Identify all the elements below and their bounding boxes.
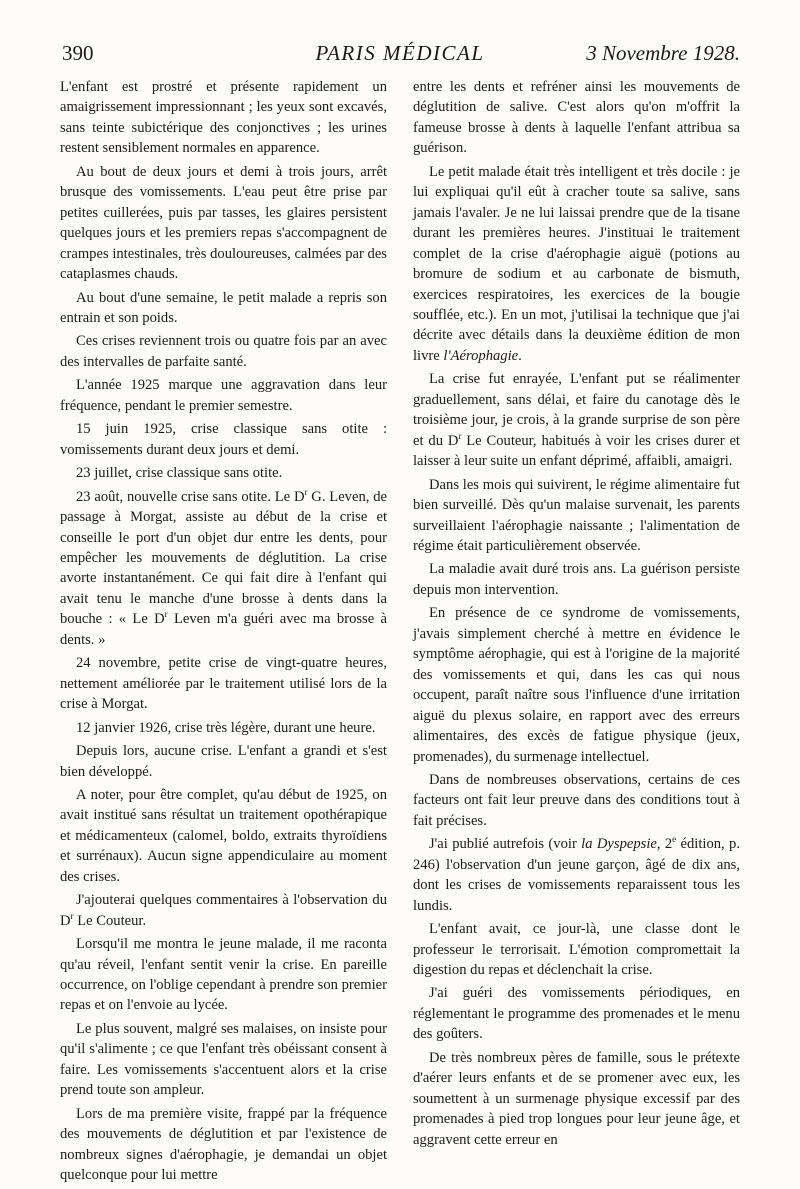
paragraph: 15 juin 1925, crise classique sans otite : vomissements durant deux jours et demi. <box>60 421 387 458</box>
paragraph: Au bout d'une semaine, le petit malade a repris son entrain et son poids. <box>60 289 387 326</box>
running-header <box>60 38 740 68</box>
paragraph: La maladie avait duré trois ans. La guérison persiste depuis mon intervention. <box>413 561 740 598</box>
paragraph: 23 juillet, crise classique sans otite. <box>76 465 283 482</box>
paragraph: Ces crises reviennent trois ou quatre fois par an avec des intervalles de parfaite santé. <box>60 333 387 370</box>
paragraph: J'ajouterai quelques commentaires à l'observation du $D^r$ Le Couteur. <box>60 892 387 929</box>
paragraph: J'ai guéri des vomissements périodiques, en réglementant le programme des promenades et le menu des goûters. <box>413 985 740 1043</box>
paragraph: 24 novembre, petite crise de vingt-quatre heures, nettement améliorée par le traitement utilisé lors de la crise à Morgat. <box>60 655 387 713</box>
book-title: la Dyspepsie <box>581 836 657 853</box>
paragraph: A noter, pour être complet, qu'au début de 1925, on avait institué sans résultat un traitement opothérapique et médicamenteux (calomel, boldo, extraits thyroïdiens et surrénaux). Aucun signe appendiculaire au moment des crises. <box>60 786 387 885</box>
paragraph: L'année 1925 marque une aggravation dans leur fréquence, pendant le premier semestre. <box>60 377 387 414</box>
journal-title: PARIS MÉDICAL <box>315 41 485 65</box>
paragraph: En présence de ce syndrome de vomissements, j'avais simplement cherché à mettre en évidence le symptôme aérophagie, qui est à l'origine de la majorité des vomissements et qui, dans les cas qui nous occupent, paraît naître sous l'influence d'une irritation aiguë du plexus solaire, en rapport avec des erreurs alimentaires, des excès de fatigue physique (jeux, promenades), du surmenage intellectuel. <box>413 605 740 765</box>
paragraph: Lors de ma première visite, frappé par la fréquence des mouvements de déglutition et par l'existence de nombreux signes d'aérophagie, je demandai un objet quelconque pour lui mettre <box>60 1105 387 1184</box>
paragraph: Le plus souvent, malgré ses malaises, on insiste pour qu'il s'alimente ; ce que l'enfant très obéissant consent à faire. Les vomissements s'accentuent alors et la crise prend toute son ampleur. <box>60 1020 387 1099</box>
paragraph: De très nombreux pères de famille, sous le prétexte d'aérer leurs enfants et de se promener avec eux, les soumettent à un surmenage physique excessif par des promenades à pied trop longues pour leur jeune âge, et aggravent cette erreur en <box>413 1049 740 1148</box>
left-column <box>60 77 387 1189</box>
paragraph: Dans les mois qui suivirent, le régime alimentaire fut bien surveillé. Dès qu'un malaise survenait, les parents surveillaient l'aérophagie naissante ; l'alimentation de régime était particulièrement observée. <box>413 476 740 554</box>
paragraph: Au bout de deux jours et demi à trois jours, arrêt brusque des vomissements. L'eau peut être prise par petites cuillerées, puis par tasses, les glaires persistent quelques jours et les premiers repas s'accompagnent de crampes intestinales, très douloureuses, calmées par des cataplasmes chauds. <box>60 163 387 283</box>
paragraph: Depuis lors, aucune crise. L'enfant a grandi et s'est bien développé. <box>60 743 387 780</box>
paragraph: 12 janvier 1926, crise très légère, durant une heure. <box>76 719 376 736</box>
paragraph: Dans de nombreuses observations, certains de ces facteurs ont fait leur preuve dans des conditions tout à fait précises. <box>413 771 740 829</box>
issue-date: 3 Novembre 1928. <box>586 41 740 65</box>
text-columns <box>60 77 740 1189</box>
paragraph: Lorsqu'il me montra le jeune malade, il me raconta qu'au réveil, l'enfant sentit venir la crise. En pareille occurrence, on l'oblige cependant à prendre son premier repas et on l'envoie au lycée. <box>60 936 387 1014</box>
paragraph: L'enfant avait, ce jour-là, une classe dont le professeur le terrorisait. L'émotion compromettait la digestion du repas et déclenchait la crise. <box>413 921 740 979</box>
paragraph: J'ai publié autrefois (voir la Dyspepsie, 2e édition, p. 246) l'observation d'un jeune garçon, âgé de dix ans, dont les crises de vomissements reparaissent tous les lundis. <box>413 834 741 914</box>
right-column <box>413 77 740 1189</box>
book-title: l'Aérophagie <box>443 347 519 364</box>
paragraph: La crise fut enrayée, L'enfant put se réalimenter graduellement, sans délai, et faire du canotage dès le troisième jour, je crois, à la grande surprise de son père et du $D^r$ Le Couteur, habitués à voir les crises durer et laisser à leur suite un enfant déprimé, affaibli, amaigri. <box>413 371 740 470</box>
paragraph: entre les dents et refréner ainsi les mouvements de déglutition de salive. C'est alors qu'on m'offrit la fameuse brosse à dents à laquelle l'enfant attribua sa guérison. <box>413 79 740 157</box>
paragraph: Le petit malade était très intelligent et très docile : je lui expliquai qu'il eût à cracher toute sa salive, sans jamais l'avaler. Je ne lui laissai prendre que de la tisane durant les premières heures. J'instituai le traitement complet de la crise d'aérophagie aiguë (potions au bromure de sodium et au carbonate de bismuth, exercices respiratoires, les exercices de la bougie soufflée, etc.). En un mot, j'utilisai la technique que j'ai décrite avec détails dans la deuxième édition de mon livre l'Aérophagie. <box>413 163 740 364</box>
page-number: 390 <box>62 41 94 65</box>
paragraph: L'enfant est prostré et présente rapidement un amaigrissement impressionnant ; les yeux sont excavés, sans teinte subictérique des conjonctives ; les urines restent sensiblement normales en apparence. <box>60 79 387 157</box>
paragraph: 23 août, nouvelle crise sans otite. Le $D^r$ G. Leven, de passage à Morgat, assiste au début de la crise et conseille le port d'un objet dur entre les dents, pour empêcher les mouvements de déglutition. La crise avorte instantanément. Ce qui fait dire à l'enfant qui avait tenu le manche d'une brosse à dents dans la bouche : « Le $D^r$ Leven m'a guéri avec ma brosse à dents. » <box>60 486 387 648</box>
